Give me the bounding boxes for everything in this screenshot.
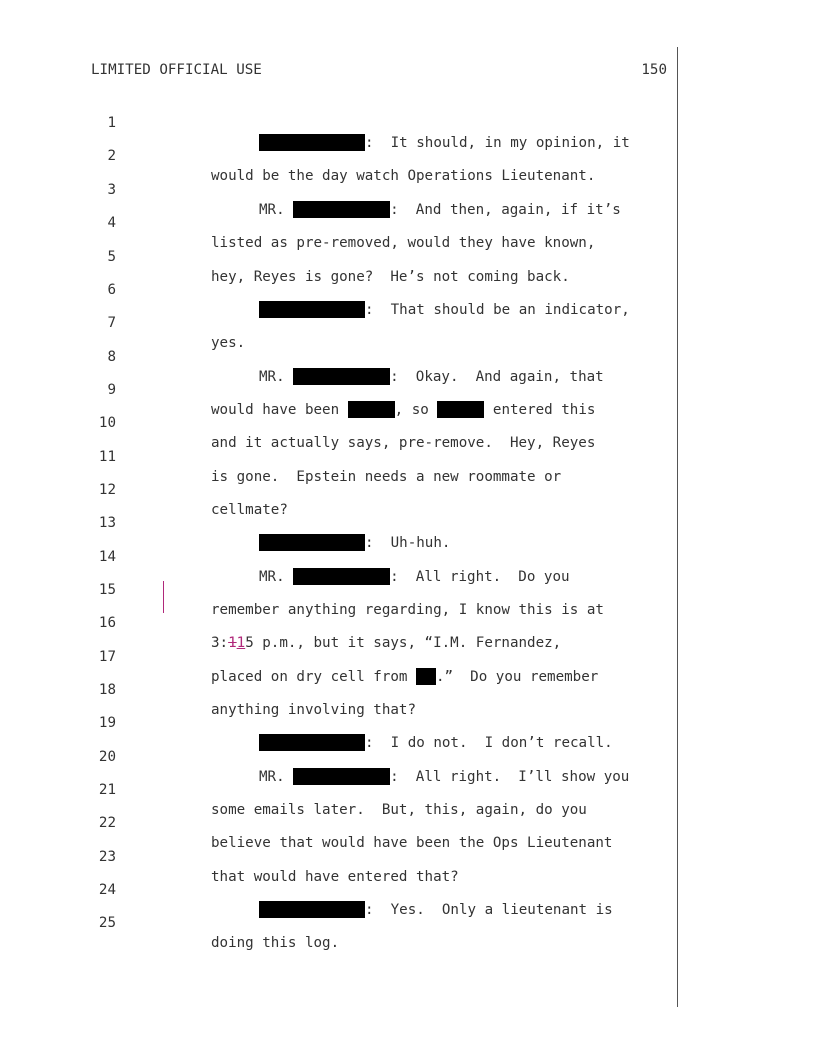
line-text: listed as pre-removed, would they have known,: [211, 235, 596, 251]
line-number: 7: [107, 315, 116, 331]
line-text: that would have entered that?: [211, 869, 459, 885]
transcript-line: [0, 293, 680, 351]
transcript-line: [0, 93, 680, 151]
line-text: cellmate?: [211, 502, 288, 518]
line-number: 19: [98, 715, 116, 731]
line-number: 24: [98, 882, 116, 898]
line-number: 14: [98, 549, 116, 565]
line-number: 18: [98, 682, 116, 698]
line-text: MR. : Okay. And again, that: [259, 369, 604, 385]
line-text: remember anything regarding, I know this is at: [211, 602, 604, 618]
line-number: 6: [107, 282, 116, 298]
transcript-line: [0, 360, 680, 418]
line-number: 21: [98, 782, 116, 798]
transcript-line: [0, 760, 680, 818]
transcript-line: [0, 827, 680, 885]
page-number: 150: [641, 62, 667, 78]
line-text: hey, Reyes is gone? He’s not coming back.: [211, 269, 570, 285]
transcript-line: [0, 627, 680, 685]
transcript-line: [0, 560, 680, 618]
line-number: 20: [98, 749, 116, 765]
transcript-line: [0, 893, 680, 951]
line-number: 17: [98, 649, 116, 665]
line-number: 16: [98, 615, 116, 631]
line-text: is gone. Epstein needs a new roommate or: [211, 469, 562, 485]
transcript-line: [0, 160, 680, 218]
line-text: : It should, in my opinion, it: [259, 133, 630, 153]
line-number: 1: [107, 115, 116, 131]
transcript-line: [0, 427, 680, 485]
line-text: doing this log.: [211, 935, 340, 951]
classification-header: LIMITED OFFICIAL USE: [91, 62, 262, 78]
line-text: MR. : And then, again, if it’s: [259, 202, 621, 218]
line-number: 2: [107, 148, 116, 164]
transcript-line: [0, 327, 680, 385]
line-number: 8: [107, 349, 116, 365]
line-text: yes.: [211, 335, 246, 351]
line-text: MR. : All right. I’ll show you: [259, 769, 630, 785]
line-text: and it actually says, pre-remove. Hey, Reyes: [211, 435, 596, 451]
line-text: MR. : All right. Do you: [259, 569, 570, 585]
line-text: : That should be an indicator,: [259, 300, 630, 320]
inserted-text: 1: [236, 635, 246, 651]
transcript-line: [0, 393, 680, 451]
line-number: 10: [98, 415, 116, 431]
line-number: 5: [107, 249, 116, 265]
transcript-line: [0, 527, 680, 585]
line-text: would be the day watch Operations Lieutenant.: [211, 168, 596, 184]
transcript-line: [0, 860, 680, 918]
line-number: 3: [107, 182, 116, 198]
line-text: : I do not. I don’t recall.: [259, 733, 613, 753]
transcript-line: [0, 660, 680, 718]
deleted-text: 1: [228, 635, 237, 651]
line-number: 12: [98, 482, 116, 498]
transcript-line: [0, 793, 680, 851]
transcript-line: [0, 193, 680, 251]
line-number: 9: [107, 382, 116, 398]
line-text: placed on dry cell from .” Do you remember: [211, 669, 599, 685]
line-text: : Uh-huh.: [259, 533, 450, 553]
line-number: 11: [98, 449, 116, 465]
line-text: : Yes. Only a lieutenant is: [259, 900, 613, 920]
transcript-line: [0, 260, 680, 318]
line-text: believe that would have been the Ops Lieutenant: [211, 835, 613, 851]
transcript-line: [0, 460, 680, 518]
line-text: 3:115 p.m., but it says, “I.M. Fernandez,: [211, 635, 562, 651]
line-number: 4: [107, 215, 116, 231]
line-text: would have been , so entered this: [211, 402, 596, 418]
transcript-line: [0, 593, 680, 651]
line-number: 23: [98, 849, 116, 865]
line-number: 25: [98, 915, 116, 931]
line-number: 22: [98, 815, 116, 831]
line-number: 15: [98, 582, 116, 598]
transcript-line: [0, 126, 680, 184]
line-number: 13: [98, 515, 116, 531]
transcript-line: [0, 227, 680, 285]
line-text: some emails later. But, this, again, do you: [211, 802, 587, 818]
line-text: anything involving that?: [211, 702, 416, 718]
transcript-line: [0, 493, 680, 551]
transcript-line: [0, 727, 680, 785]
transcript-line: [0, 693, 680, 751]
